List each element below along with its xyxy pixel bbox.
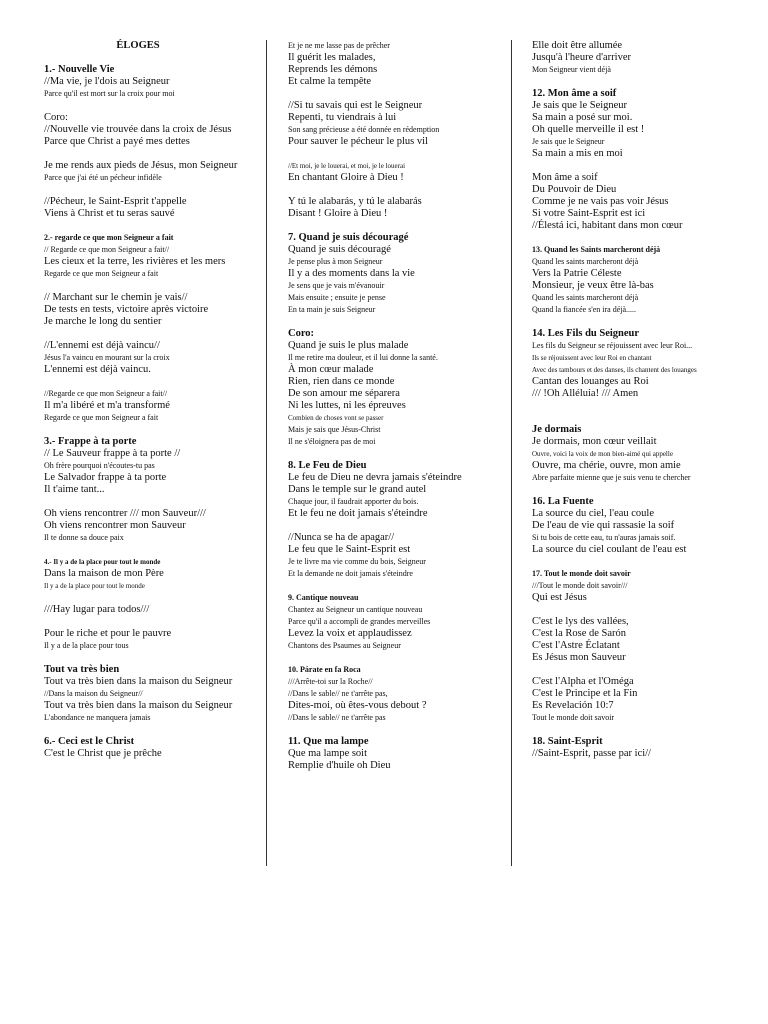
spacer: [44, 652, 262, 664]
lyric-line: //Pécheur, le Saint-Esprit t'appelle: [44, 196, 187, 207]
lyric-line: C'est l'Astre Éclatant: [532, 640, 620, 651]
lyric-line: Elle doit être allumée: [532, 40, 623, 51]
lyric-line-small: Jésus l'a vaincu en mourant sur la croix: [44, 353, 170, 362]
lyric-line: Disant ! Gloire à Dieu !: [288, 208, 388, 219]
column-2: [288, 40, 510, 772]
lyric-line-small: Abre parfaite mienne que je suis venu te chercher: [532, 473, 691, 482]
lyric-line-small: Parce qu'il est mort sur la croix pour moi: [44, 89, 175, 98]
lyric-line: //Si tu savais qui est le Seigneur: [288, 100, 423, 111]
lyric-line-small: Regarde ce que mon Seigneur a fait: [44, 269, 159, 278]
lyric-line: Tout va très bien dans la maison du Seigneur: [44, 700, 233, 711]
lyric-line: Es Revelación 10:7: [532, 700, 614, 711]
column-1: [44, 40, 262, 760]
lyric-line-small: Chantons des Psaumes au Seigneur: [288, 641, 401, 650]
lyric-line: Qui est Jésus: [532, 592, 587, 603]
lyric-line: Dites-moi, où êtes-vous debout ?: [288, 700, 427, 711]
spacer: [532, 664, 760, 676]
song-heading: 14. Les Fils du Seigneur: [532, 328, 640, 339]
lyric-line-tiny: //Et moi, je le louerai, et moi, je le louerai: [288, 162, 406, 170]
lyric-line: C'est le Christ que je prêche: [44, 748, 162, 759]
spacer: [44, 100, 262, 112]
lyric-line: Remplie d'huile oh Dieu: [288, 760, 391, 771]
lyric-line-small: Quand les saints marcheront déjà: [532, 257, 639, 266]
lyric-line: Ouvre, ma chérie, ouvre, mon amie: [532, 460, 681, 471]
lyric-line: Comme je ne vais pas voir Jésus: [532, 196, 669, 207]
lyric-line: Le feu de Dieu ne devra jamais s'éteindre: [288, 472, 462, 483]
song-heading: 9. Cantique nouveau: [288, 593, 359, 602]
lyric-line: C'est le Principe et la Fin: [532, 688, 638, 699]
spacer: [44, 376, 262, 388]
lyric-line-small: // Regarde ce que mon Seigneur a fait//: [44, 245, 170, 254]
spacer: [44, 52, 262, 64]
lyric-line-tiny: 4.- Il y a de la place pour tout le monde: [44, 558, 161, 566]
lyric-line-small: L'abondance ne manquera jamais: [44, 713, 151, 722]
lyric-line-small: En ta main je suis Seigneur: [288, 305, 376, 314]
lyric-line-small: Chantez au Seigneur un cantique nouveau: [288, 605, 423, 614]
spacer: [44, 496, 262, 508]
lyric-line-small: ///Arrête-toi sur la Roche//: [288, 677, 373, 686]
lyric-line: Vers la Patrie Céleste: [532, 268, 622, 279]
document-title: ÉLOGES: [116, 40, 160, 51]
lyric-line: Je marche le long du sentier: [44, 316, 162, 327]
lyric-line: Je dormais, mon cœur veillait: [532, 436, 657, 447]
lyric-line: //Ma vie, je l'dois au Seigneur: [44, 76, 170, 87]
lyric-line: Quand je suis découragé: [288, 244, 391, 255]
spacer: [288, 184, 510, 196]
lyric-line: La source du ciel, l'eau coule: [532, 508, 655, 519]
lyric-line: Oh viens rencontrer mon Sauveur: [44, 520, 186, 531]
spacer: [44, 184, 262, 196]
spacer: [44, 424, 262, 436]
lyric-line-small: Et la demande ne doit jamais s'éteindre: [288, 569, 413, 578]
lyric-line: Oh viens rencontrer /// mon Sauveur///: [44, 508, 206, 519]
lyric-line-tiny: Ouvre, voici la voix de mon bien-aimé qui appelle: [532, 450, 673, 458]
song-heading: 3.- Frappe à ta porte: [44, 436, 137, 447]
lyric-line: Que ma lampe soit: [288, 748, 368, 759]
spacer: [532, 76, 760, 88]
lyric-line: Cantan des louanges au Roi: [532, 376, 649, 387]
lyric-line-small: Regarde ce que mon Seigneur a fait: [44, 413, 159, 422]
spacer: [288, 316, 510, 328]
lyric-line-small: Oh frère pourquoi n'écoutes-tu pas: [44, 461, 155, 470]
lyric-line: //Saint-Esprit, passe par ici//: [532, 748, 651, 759]
lyric-line: Sa main a posé sur moi.: [532, 112, 633, 123]
lyric-line: //Nunca se ha de apagar//: [288, 532, 395, 543]
spacer: [288, 520, 510, 532]
lyric-line: L'ennemi est déjà vaincu.: [44, 364, 151, 375]
lyric-line: C'est la Rose de Sarón: [532, 628, 627, 639]
song-heading: Tout va très bien: [44, 664, 120, 675]
lyric-line: Jusqu'à l'heure d'arriver: [532, 52, 631, 63]
lyric-line: Levez la voix et applaudissez: [288, 628, 412, 639]
spacer: [44, 616, 262, 628]
lyric-line: En chantant Gloire à Dieu !: [288, 172, 404, 183]
lyric-line: Sa main a mis en moi: [532, 148, 623, 159]
lyric-line: Le Salvador frappe à ta porte: [44, 472, 167, 483]
lyric-line: Pour le riche et pour le pauvre: [44, 628, 172, 639]
lyric-line: Il t'aime tant...: [44, 484, 105, 495]
lyric-line-small: Tout le monde doit savoir: [532, 713, 615, 722]
lyric-line-small: //Dans la maison du Seigneur//: [44, 689, 143, 698]
lyric-line: Y tú le alabarás, y tú le alabarás: [288, 196, 422, 207]
lyric-line: C'est le lys des vallées,: [532, 616, 629, 627]
lyric-line: Monsieur, je veux être là-bas: [532, 280, 654, 291]
lyric-line: Si votre Saint-Esprit est ici: [532, 208, 646, 219]
song-heading: 12. Mon âme a soif: [532, 88, 617, 99]
spacer: [44, 724, 262, 736]
song-heading: Je dormais: [532, 424, 582, 435]
song-heading: Coro:: [288, 328, 315, 339]
spacer: [532, 556, 760, 568]
lyric-line: Es Jésus mon Sauveur: [532, 652, 626, 663]
song-heading: 18. Saint-Esprit: [532, 736, 603, 747]
spacer: [532, 484, 760, 496]
song-heading: 2.- regarde ce que mon Seigneur a fait: [44, 233, 174, 242]
column-3: [532, 40, 760, 760]
lyric-line: Il y a des moments dans la vie: [288, 268, 415, 279]
lyric-line: Et calme la tempête: [288, 76, 372, 87]
lyric-line-small: //Dans le sable// ne t'arrête pas,: [288, 689, 388, 698]
lyric-line-small: Quand la fiancée s'en ira déjà.....: [532, 305, 637, 314]
spacer: [532, 400, 760, 412]
spacer: [44, 544, 262, 556]
song-heading: 7. Quand je suis découragé: [288, 232, 409, 243]
song-heading: 13. Quand les Saints marcheront déjà: [532, 245, 661, 254]
song-heading: 1.- Nouvelle Vie: [44, 64, 115, 75]
lyric-line: // Marchant sur le chemin je vais//: [44, 292, 188, 303]
lyric-line-small: Il te donne sa douce paix: [44, 533, 124, 542]
lyric-line-tiny: Combien de choses vont se passer: [288, 414, 384, 422]
spacer: [44, 148, 262, 160]
lyric-line: /// !Oh Alléluia! /// Amen: [532, 388, 639, 399]
spacer: [288, 148, 510, 160]
lyric-line-small: Je sens que je vais m'évanouir: [288, 281, 385, 290]
lyric-line: Mon âme a soif: [532, 172, 598, 183]
lyric-line: Les cieux et la terre, les rivières et les mers: [44, 256, 226, 267]
lyric-line-small: Les fils du Seigneur se réjouissent avec leur Roi...: [532, 341, 693, 350]
spacer: [288, 448, 510, 460]
spacer: [532, 316, 760, 328]
lyric-line: //Nouvelle vie trouvée dans la croix de Jésus: [44, 124, 232, 135]
spacer: [532, 604, 760, 616]
lyric-line: ///Hay lugar para todos///: [44, 604, 150, 615]
spacer: [288, 88, 510, 100]
lyric-line-small: Mon Seigneur vient déjà: [532, 65, 611, 74]
lyric-line: Coro:: [44, 112, 68, 123]
lyric-line: //Élestá ici, habitant dans mon cœur: [532, 220, 683, 231]
lyric-line-small: Parce que j'ai été un pécheur infidèle: [44, 173, 162, 182]
lyric-line: Ni les luttes, ni les épreuves: [288, 400, 406, 411]
lyric-line: De tests en tests, victoire après victoire: [44, 304, 209, 315]
lyric-line: // Le Sauveur frappe à ta porte //: [44, 448, 181, 459]
lyric-line: Et le feu ne doit jamais s'éteindre: [288, 508, 428, 519]
lyric-line-tiny: Ils se réjouissent avec leur Roi en chantant: [532, 354, 652, 362]
lyric-line: Viens à Christ et tu seras sauvé: [44, 208, 175, 219]
lyric-line: Il m'a libéré et m'a transformé: [44, 400, 170, 411]
lyric-line-small: Chaque jour, il faudrait apporter du bois.: [288, 497, 419, 506]
song-heading: 17. Tout le monde doit savoir: [532, 569, 631, 578]
lyric-line-small: Il me retire ma douleur, et il lui donne la santé.: [288, 353, 438, 362]
spacer: [44, 328, 262, 340]
lyric-line: Dans le temple sur le grand autel: [288, 484, 427, 495]
lyric-line: C'est l'Alpha et l'Oméga: [532, 676, 634, 687]
lyric-line-small: Il y a de la place pour tous: [44, 641, 129, 650]
lyric-line: Oh quelle merveille il est !: [532, 124, 645, 135]
lyric-line-tiny: Il y a de la place pour tout le monde: [44, 582, 145, 590]
song-heading: 8. Le Feu de Dieu: [288, 460, 367, 471]
spacer: [288, 724, 510, 736]
lyric-line-small: Si tu bois de cette eau, tu n'auras jamais soif.: [532, 533, 676, 542]
lyric-line-small: Je te livre ma vie comme du bois, Seigneur: [288, 557, 426, 566]
song-heading: 10. Párate en fa Roca: [288, 665, 361, 674]
song-heading: 6.- Ceci est le Christ: [44, 736, 135, 747]
lyric-line-small: //Regarde ce que mon Seigneur a fait//: [44, 389, 168, 398]
lyric-line-small: Quand les saints marcheront déjà: [532, 293, 639, 302]
column-divider: [266, 40, 267, 866]
lyric-line: Quand je suis le plus malade: [288, 340, 409, 351]
lyric-line-small: Je sais que le Seigneur: [532, 137, 605, 146]
lyric-line-small: Mais ensuite ; ensuite je pense: [288, 293, 386, 302]
spacer: [532, 232, 760, 244]
lyric-line-small: Et je ne me lasse pas de prêcher: [288, 41, 390, 50]
spacer: [532, 724, 760, 736]
lyric-line-small: Je pense plus à mon Seigneur: [288, 257, 383, 266]
lyric-line: Du Pouvoir de Dieu: [532, 184, 617, 195]
lyric-line: //L'ennemi est déjà vaincu//: [44, 340, 160, 351]
spacer: [44, 592, 262, 604]
lyric-line: De son amour me séparera: [288, 388, 400, 399]
spacer: [44, 220, 262, 232]
lyric-line: Tout va très bien dans la maison du Seigneur: [44, 676, 233, 687]
lyric-line: Je me rends aux pieds de Jésus, mon Seigneur: [44, 160, 238, 171]
lyric-line-small: Son sang précieuse a été donnée en rédemption: [288, 125, 440, 134]
spacer: [288, 652, 510, 664]
spacer: [44, 280, 262, 292]
spacer: [532, 412, 760, 424]
song-heading: 11. Que ma lampe: [288, 736, 369, 747]
lyric-line: Parce que Christ a payé mes dettes: [44, 136, 190, 147]
lyric-line: Dans la maison de mon Père: [44, 568, 164, 579]
lyric-line: À mon cœur malade: [288, 364, 374, 375]
lyric-line: La source du ciel coulant de l'eau est: [532, 544, 687, 555]
lyric-line: Reprends les démons: [288, 64, 378, 75]
lyric-line: Il guérit les malades,: [288, 52, 376, 63]
column-divider: [511, 40, 512, 866]
lyric-line-small: ///Tout le monde doit savoir///: [532, 581, 628, 590]
spacer: [288, 580, 510, 592]
lyric-line: De l'eau de vie qui rassasie la soif: [532, 520, 675, 531]
spacer: [288, 220, 510, 232]
lyric-line: Repenti, tu viendrais à lui: [288, 112, 397, 123]
song-heading: 16. La Fuente: [532, 496, 594, 507]
lyric-line: Rien, rien dans ce monde: [288, 376, 395, 387]
lyric-line: Pour sauver le pécheur le plus vil: [288, 136, 428, 147]
lyric-line-small: Mais je sais que Jésus-Christ: [288, 425, 381, 434]
lyric-line-small: Parce qu'il a accompli de grandes merveilles: [288, 617, 431, 626]
lyric-line-small: //Dans le sable// ne t'arrête pas: [288, 713, 386, 722]
lyric-line-tiny: Avec des tambours et des danses, ils chantent des louanges: [532, 366, 697, 374]
spacer: [532, 160, 760, 172]
lyric-line: Le feu que le Saint-Esprit est: [288, 544, 411, 555]
lyric-line: Je sais que le Seigneur: [532, 100, 628, 111]
lyric-line-small: Il ne s'éloignera pas de moi: [288, 437, 376, 446]
